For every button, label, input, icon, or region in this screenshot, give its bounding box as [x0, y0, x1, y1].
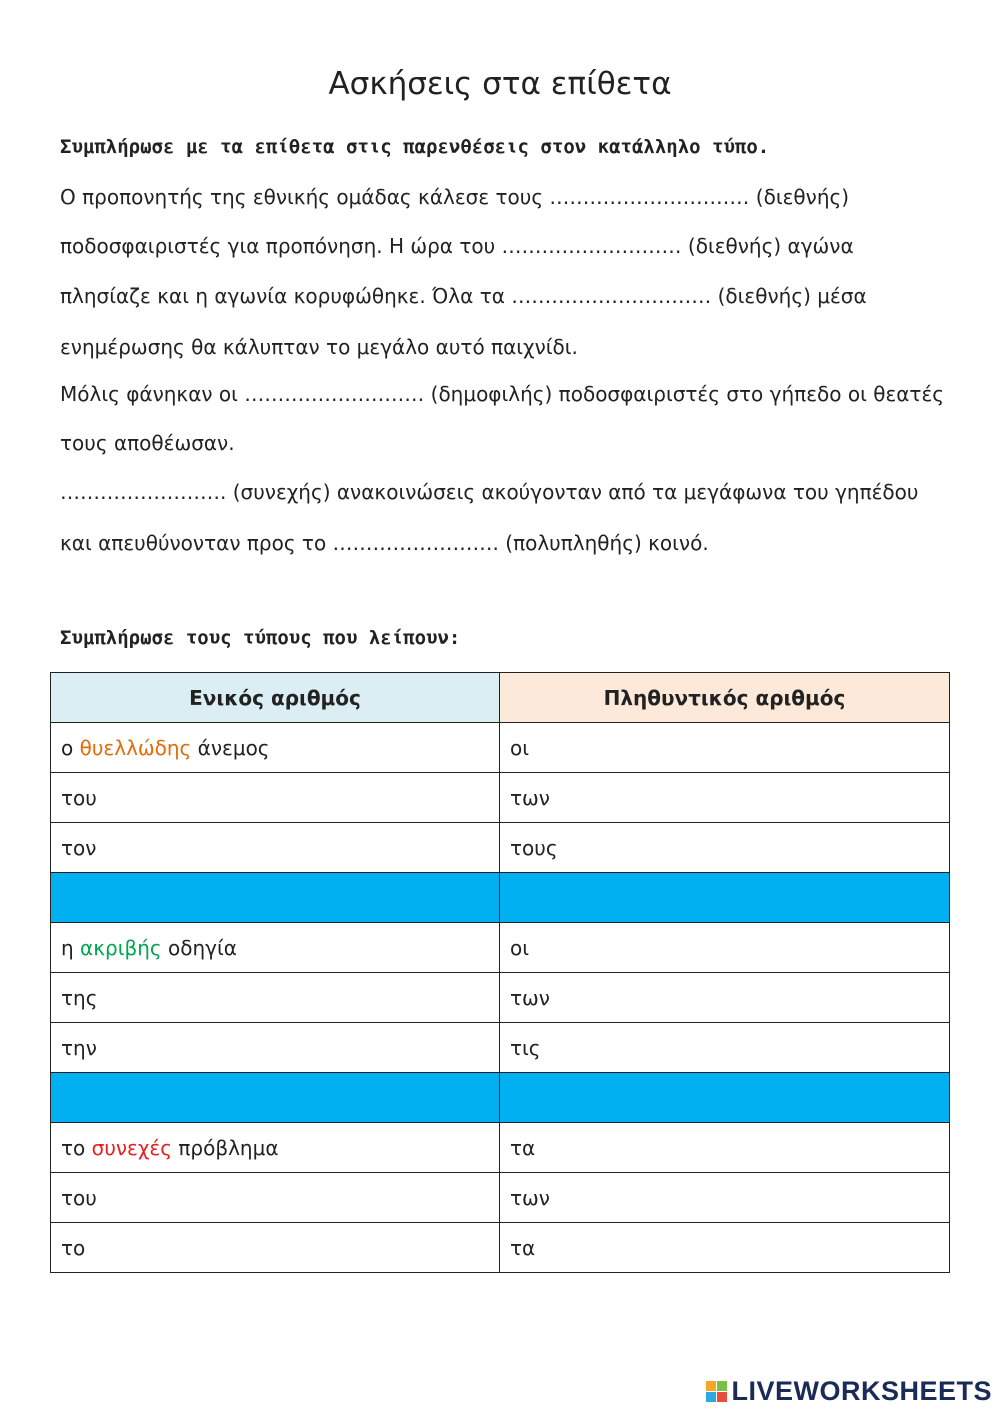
singular-cell[interactable]: της	[51, 973, 500, 1023]
exercise1-line: Ο προπονητής της εθνικής ομάδας κάλεσε τους ………………………… (διεθνής)	[60, 185, 850, 209]
adjective-word: θυελλώδης	[79, 735, 192, 760]
singular-cell[interactable]: του	[51, 1173, 500, 1223]
table-row	[51, 1223, 950, 1273]
plural-cell[interactable]: των	[500, 973, 950, 1023]
table-row	[51, 823, 950, 873]
table-row	[51, 923, 950, 973]
plural-cell[interactable]: τις	[500, 1023, 950, 1073]
separator-row	[51, 873, 950, 923]
singular-cell[interactable]: ο θυελλώδης άνεμος	[51, 723, 500, 773]
adjective-word: συνεχές	[91, 1135, 172, 1160]
page-title: Ασκήσεις στα επίθετα	[328, 66, 672, 102]
exercise1-line: τους αποθέωσαν.	[60, 431, 235, 455]
exercise1-line: Μόλις φάνηκαν οι ……………………… (δημοφιλής) ποδοσφαιριστές στο γήπεδο οι θεατές	[60, 382, 945, 406]
plural-cell[interactable]: των	[500, 1173, 950, 1223]
adjective-word: ακριβής	[80, 935, 162, 960]
singular-cell[interactable]: η ακριβής οδηγία	[51, 923, 500, 973]
singular-cell[interactable]: το	[51, 1223, 500, 1273]
singular-cell[interactable]: τον	[51, 823, 500, 873]
singular-header: Ενικός αριθμός	[51, 673, 500, 723]
separator-row	[51, 1073, 950, 1123]
singular-cell[interactable]: την	[51, 1023, 500, 1073]
liveworksheets-logo-icon	[706, 1381, 727, 1402]
exercise1-line: πλησίαζε και η αγωνία κορυφώθηκε. Όλα τα ………………………… (διεθνής) μέσα	[60, 284, 867, 308]
singular-cell[interactable]: του	[51, 773, 500, 823]
plural-header: Πληθυντικός αριθμός	[500, 673, 950, 723]
exercise1-line: ενημέρωσης θα κάλυπταν το μεγάλο αυτό παιχνίδι.	[60, 335, 578, 359]
exercise1-line: και απευθύνονταν προς το ……………………. (πολυπληθής) κοινό.	[60, 531, 709, 555]
liveworksheets-logo[interactable]	[706, 1376, 992, 1407]
adjective-forms-table	[50, 672, 950, 1273]
plural-cell[interactable]: των	[500, 773, 950, 823]
table-row	[51, 723, 950, 773]
plural-cell[interactable]: οι	[500, 723, 950, 773]
exercise1-line: ποδοσφαιριστές για προπόνηση. Η ώρα του ……………………… (διεθνής) αγώνα	[60, 234, 854, 258]
table-row	[51, 1023, 950, 1073]
plural-cell[interactable]: τα	[500, 1123, 950, 1173]
table-row	[51, 973, 950, 1023]
plural-cell[interactable]: τους	[500, 823, 950, 873]
exercise1-instruction: Συμπλήρωσε με τα επίθετα στις παρενθέσεις στον κατάλληλο τύπο.	[60, 136, 770, 158]
plural-cell[interactable]: οι	[500, 923, 950, 973]
table-row	[51, 773, 950, 823]
exercise2-instruction: Συμπλήρωσε τους τύπους που λείπουν:	[60, 627, 461, 649]
exercise1-line: ……………………. (συνεχής) ανακοινώσεις ακούγονταν από τα μεγάφωνα του γηπέδου	[60, 480, 919, 504]
logo-text: LIVEWORKSHEETS	[731, 1376, 992, 1406]
table-header-row	[51, 673, 950, 723]
plural-cell[interactable]: τα	[500, 1223, 950, 1273]
table-row	[51, 1123, 950, 1173]
table-row	[51, 1173, 950, 1223]
singular-cell[interactable]: το συνεχές πρόβλημα	[51, 1123, 500, 1173]
